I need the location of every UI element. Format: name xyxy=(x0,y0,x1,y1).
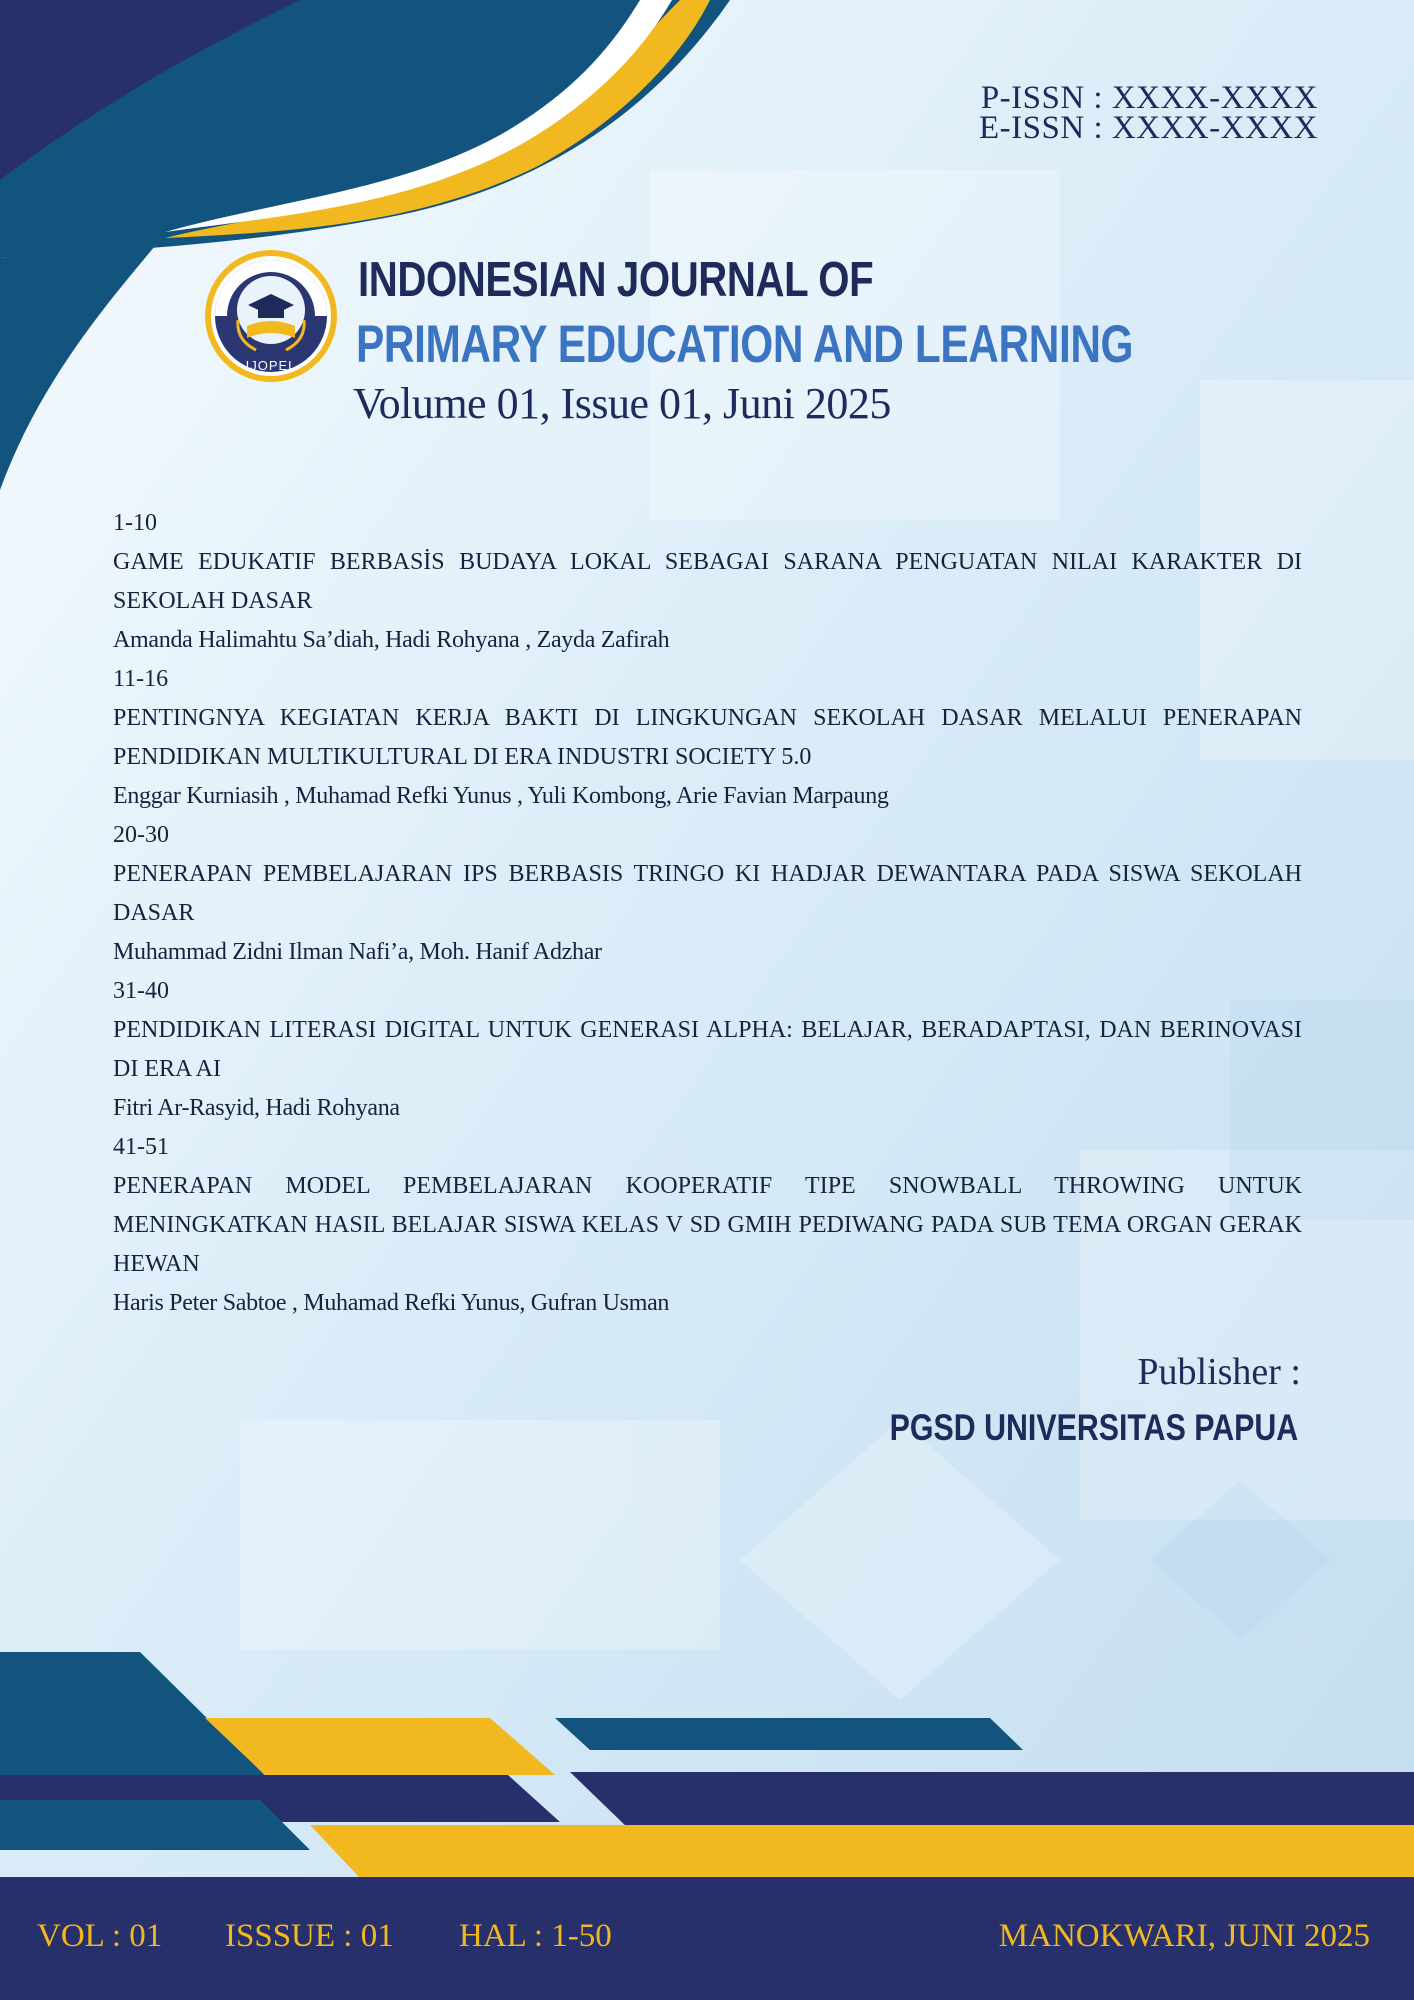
footer-pages: HAL : 1-50 xyxy=(459,1918,612,1954)
volume-issue: Volume 01, Issue 01, Juni 2025 xyxy=(353,379,891,428)
article-authors: Amanda Halimahtu Sa’diah, Hadi Rohyana , Zayda Zafirah xyxy=(113,627,670,653)
p-issn: P-ISSN : XXXX-XXXX xyxy=(980,80,1318,116)
journal-title-line2: PRIMARY EDUCATION AND LEARNING xyxy=(356,315,1134,374)
article-authors: Enggar Kurniasih , Muhamad Refki Yunus , Yuli Kombong, Arie Favian Marpaung xyxy=(113,783,889,809)
article-entry xyxy=(113,660,1302,816)
article-title: GAME EDUKATIF BERBASİS BUDAYA LOKAL SEBAGAI SARANA PENGUATAN NILAI KARAKTER DI SEKOLAH DASAR xyxy=(113,549,1302,614)
article-pages: 20-30 xyxy=(113,822,169,848)
article-entry xyxy=(113,1128,1302,1323)
journal-title-line1: INDONESIAN JOURNAL OF xyxy=(358,253,874,307)
footer-issue: ISSSUE : 01 xyxy=(225,1918,394,1954)
footer-volume: VOL : 01 xyxy=(37,1918,163,1954)
article-entry xyxy=(113,504,1302,660)
article-pages: 31-40 xyxy=(113,978,169,1004)
article-entry xyxy=(113,972,1302,1128)
article-title: PENDIDIKAN LITERASI DIGITAL UNTUK GENERASI ALPHA: BELAJAR, BERADAPTASI, DAN BERINOVASI DI ERA AI xyxy=(113,1017,1302,1082)
article-authors: Fitri Ar-Rasyid, Hadi Rohyana xyxy=(113,1095,400,1121)
publisher-label: Publisher : xyxy=(1137,1351,1301,1393)
article-authors: Haris Peter Sabtoe , Muhamad Refki Yunus, Gufran Usman xyxy=(113,1290,670,1316)
article-authors: Muhammad Zidni Ilman Nafi’a, Moh. Hanif Adzhar xyxy=(113,939,602,965)
ijopel-logo xyxy=(205,250,337,382)
article-pages: 1-10 xyxy=(113,510,157,536)
article-title: PENERAPAN PEMBELAJARAN IPS BERBASIS TRINGO KI HADJAR DEWANTARA PADA SISWA SEKOLAH DASAR xyxy=(113,861,1302,926)
footer-place-date: MANOKWARI, JUNI 2025 xyxy=(998,1918,1370,1954)
article-pages: 41-51 xyxy=(113,1134,169,1160)
e-issn: E-ISSN : XXXX-XXXX xyxy=(979,110,1318,146)
logo-abbr-text: IJOPEL xyxy=(245,358,297,373)
publisher-name: PGSD UNIVERSITAS PAPUA xyxy=(889,1407,1298,1448)
article-entry xyxy=(113,816,1302,972)
article-title: PENTINGNYA KEGIATAN KERJA BAKTI DI LINGKUNGAN SEKOLAH DASAR MELALUI PENERAPAN PENDIDIKAN MULTIKULTURAL DI ERA INDUSTRI SOCIETY 5.0 xyxy=(113,705,1302,770)
article-pages: 11-16 xyxy=(113,666,169,692)
article-title: PENERAPAN MODEL PEMBELAJARAN KOOPERATIF TIPE SNOWBALL THROWING UNTUK MENINGKATKAN HASIL BELAJAR SISWA KELAS V SD GMIH PEDIWANG PADA SUB TEMA ORGAN GERAK HEWAN xyxy=(113,1173,1302,1277)
table-of-contents xyxy=(113,504,1302,1323)
